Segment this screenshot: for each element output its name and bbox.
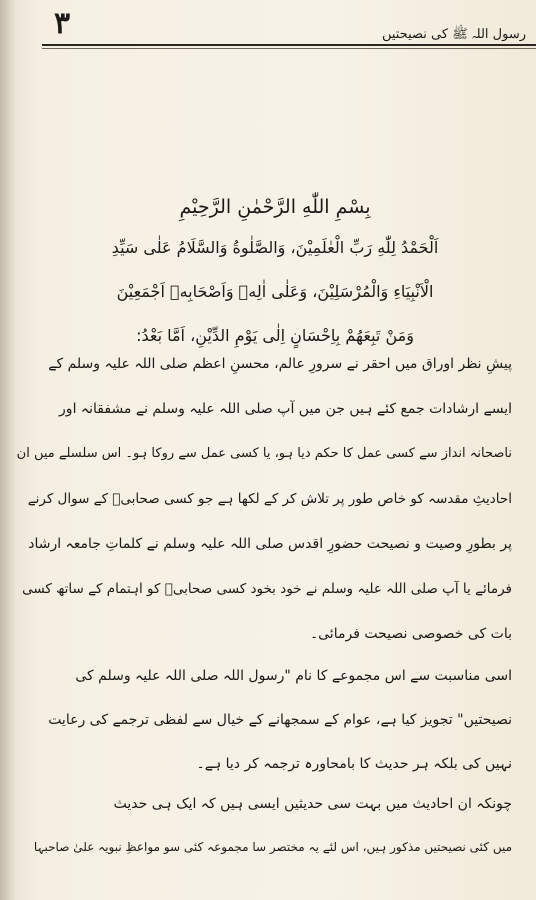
- body-line: احادیثِ مقدسہ کو خاص طور پر تلاش کر کے لکھا ہے جو کسی صحابیؓ کے سوال کرنے: [27, 491, 512, 507]
- body-line: بات کی خصوصی نصیحت فرمائی۔: [309, 626, 512, 642]
- running-header-title: رسول اللہ ﷺ کی نصیحتیں: [381, 27, 526, 42]
- body-line: پر بطورِ وصیت و نصیحت حضورِ اقدس صلی اللہ علیہ وسلم نے کلماتِ جامعہ ارشاد: [28, 536, 512, 552]
- page-gutter-shadow: [0, 0, 16, 900]
- arabic-opening-line-2: الْاَنْبِيَاءِ وَالْمُرْسَلِيْنَ، وَعَلٰى اٰلِهٖ وَاَصْحَابِهٖ اَجْمَعِيْنَ: [116, 282, 434, 301]
- body-line: چونکہ ان احادیث میں بہت سی حدیثیں ایسی ہیں کہ ایک ہی حدیث: [113, 796, 512, 812]
- body-line: ناصحانہ انداز سے کسی عمل کا حکم دیا ہو، یا کسی عمل سے روکا ہو۔ اس سلسلے میں ان: [16, 446, 512, 461]
- body-line: نصیحتیں" تجویز کیا ہے، عوام کے سمجھانے کے خیال سے لفظی ترجمے کی رعایت: [48, 712, 512, 728]
- body-line: پیشِ نظر اوراق میں احقر نے سرورِ عالم، محسنِ اعظم صلی اللہ علیہ وسلم کے: [48, 356, 512, 372]
- header-rule: [42, 44, 536, 46]
- body-line: میں کئی نصیحتیں مذکور ہیں، اس لئے یہ مختصر سا مجموعہ کئی سو مواعظِ نبویہ علیٰ صاحبہا: [33, 840, 512, 854]
- arabic-opening-line-1: اَلْحَمْدُ لِلّٰهِ رَبِّ الْعٰلَمِيْنَ، وَالصَّلٰوةُ وَالسَّلَامُ عَلٰى سَيِّدِ: [111, 238, 439, 257]
- body-line: اسی مناسبت سے اس مجموعے کا نام "رسول اللہ صلی اللہ علیہ وسلم کی: [75, 668, 512, 684]
- basmala: بِسْمِ اللّٰهِ الرَّحْمٰنِ الرَّحِيْمِ: [179, 196, 371, 218]
- header-rule-thin: [42, 48, 536, 49]
- body-line: فرمائے یا آپ صلی اللہ علیہ وسلم نے خود بخود کسی صحابیؓ کو اہتمام کے ساتھ کسی: [22, 581, 512, 597]
- body-line: ایسے ارشادات جمع کئے ہیں جن میں آپ صلی اللہ علیہ وسلم نے مشفقانہ اور: [59, 401, 512, 417]
- arabic-opening-line-3: وَمَنْ تَبِعَهُمْ بِاِحْسَانٍ اِلٰى يَوْمِ الدِّيْنِ، اَمَّا بَعْدُ:: [136, 326, 414, 345]
- body-line: نہیں کی بلکہ ہر حدیث کا بامحاورہ ترجمہ کر دیا ہے۔: [196, 756, 512, 772]
- page-number: ۳: [54, 6, 71, 41]
